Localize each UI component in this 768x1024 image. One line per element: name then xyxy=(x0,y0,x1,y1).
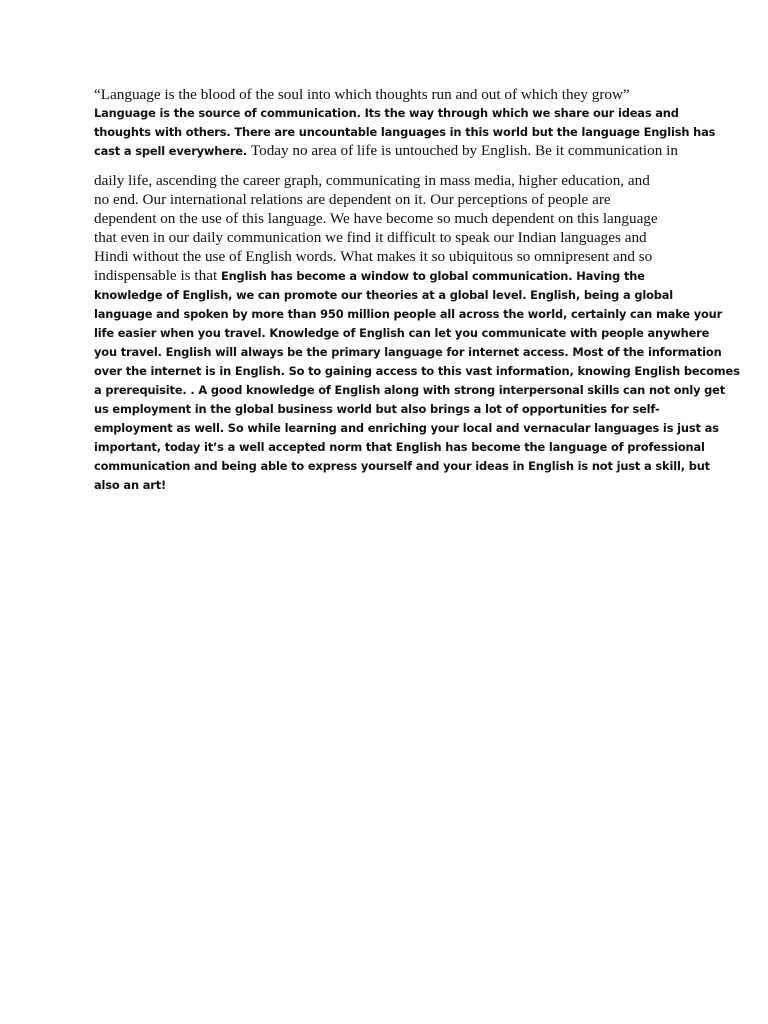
text-line xyxy=(94,381,725,399)
text-line xyxy=(94,305,722,323)
text-line xyxy=(94,248,652,266)
text-line xyxy=(94,210,658,228)
text-line xyxy=(94,400,660,418)
text-run: language and spoken by more than 950 million people all across the world, certainly can make your xyxy=(94,307,723,321)
text-line xyxy=(94,191,611,209)
text-run: important, today it’s a well accepted norm that English has become the language of professional xyxy=(94,440,705,454)
text-line xyxy=(94,476,166,494)
text-run: employment as well. So while learning and enriching your local and vernacular languages is just as xyxy=(94,421,719,435)
text-line xyxy=(94,104,679,122)
text-run: you travel. English will always be the primary language for internet access. Most of the information xyxy=(94,345,722,359)
text-run: over the internet is in English. So to gaining access to this vast information, knowing English becomes xyxy=(94,364,740,378)
text-run: also an art! xyxy=(94,478,167,492)
text-line xyxy=(94,286,673,304)
text-run: daily life, ascending the career graph, communicating in mass media, higher education, and xyxy=(94,172,650,189)
text-line xyxy=(94,123,715,141)
text-run: dependent on the use of this language. We have become so much dependent on this language xyxy=(94,210,658,227)
text-line xyxy=(94,457,710,475)
text-line xyxy=(94,267,645,285)
text-line xyxy=(94,362,740,380)
text-run: life easier when you travel. Knowledge of English can let you communicate with people anywhere xyxy=(94,326,710,340)
text-run: that even in our daily communication we find it difficult to speak our Indian languages and xyxy=(94,229,647,246)
text-run: us employment in the global business world but also brings a lot of opportunities for self- xyxy=(94,402,660,416)
text-run: a prerequisite. . A good knowledge of English along with strong interpersonal skills can not only get xyxy=(94,383,726,397)
text-line xyxy=(94,419,719,437)
epigraph-quote: “Language is the blood of the soul into which thoughts run and out of which they grow” xyxy=(94,86,630,103)
text-run: cast a spell everywhere. xyxy=(94,144,251,158)
text-line xyxy=(94,229,647,247)
text-run: English has become a window to global communication. Having the xyxy=(220,269,645,283)
text-run: communication and being able to express yourself and your ideas in English is not just a skill, but xyxy=(94,459,710,473)
text-run: Hindi without the use of English words. What makes it so ubiquitous so omnipresent and so xyxy=(94,248,653,265)
text-line xyxy=(94,324,709,342)
text-run: Today no area of life is untouched by English. Be it communication in xyxy=(250,142,678,159)
text-line xyxy=(94,438,705,456)
text-run: no end. Our international relations are dependent on it. Our perceptions of people are xyxy=(94,191,611,208)
text-run: Language is the source of communication. Its the way through which we share our ideas and xyxy=(94,106,679,120)
text-line xyxy=(94,142,678,160)
text-run: thoughts with others. There are uncountable languages in this world but the language English has xyxy=(94,125,716,139)
text-line xyxy=(94,172,650,190)
text-line xyxy=(94,343,722,361)
text-run: indispensable is that xyxy=(94,267,221,284)
text-run: knowledge of English, we can promote our theories at a global level. English, being a global xyxy=(94,288,674,302)
